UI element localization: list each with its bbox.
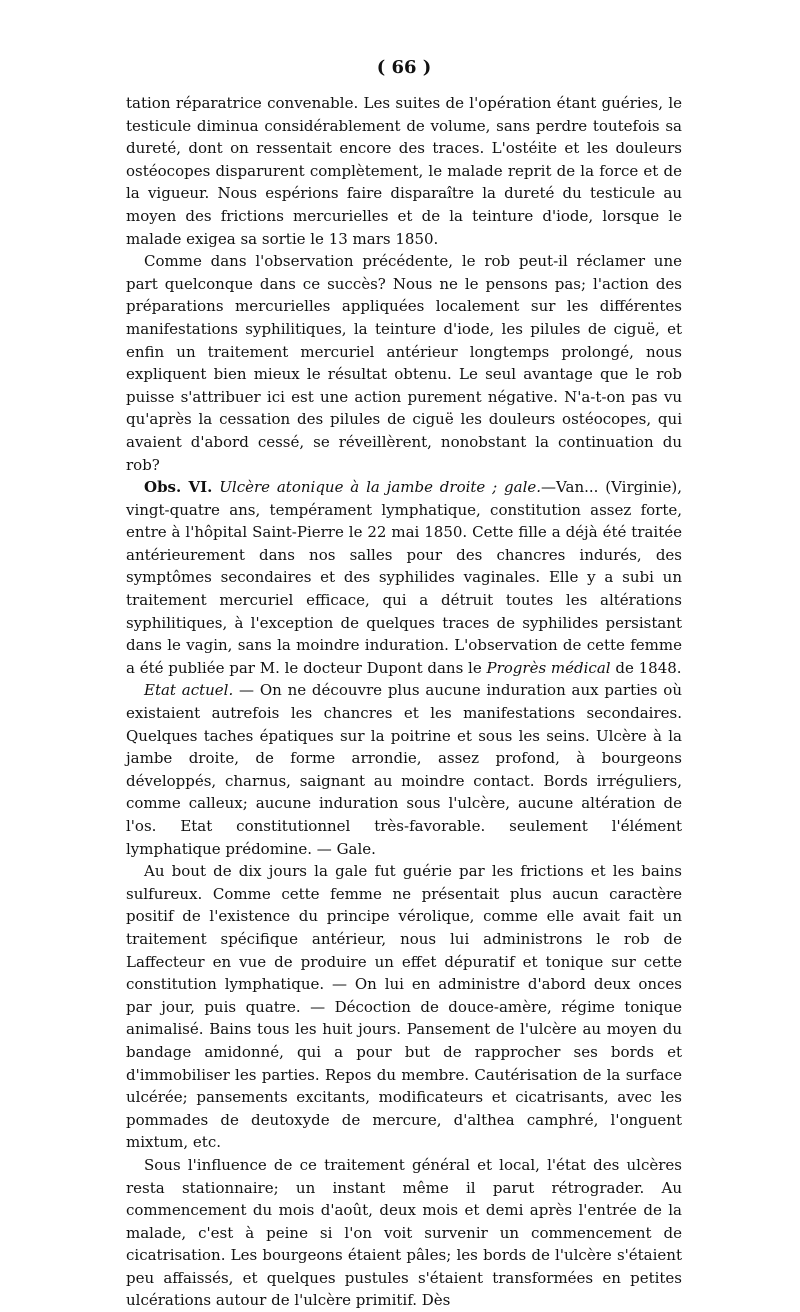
etat-actuel-paragraph [126,679,682,860]
book-page [126,52,682,1312]
paragraph-1: tation réparatrice convenable. Les suites de l'opération étant guéries, le testicule diminua considérablement de volume, sans perdre toutefois sa dureté, dont on ressentait encore des traces. L'ostéite et les douleurs ostéocopes disparurent complètement, le malade reprit de la force et de la vigueur. Nous espérions faire disparaître la dureté du testicule au moyen des frictions mercurielles et de la teinture d'iode, lorsque le malade exigea sa sortie le 13 mars 1850. [126,94,682,248]
observation-end: de 1848. [615,658,682,677]
observation-text: —Van... (Virginie), vingt-quatre ans, tempérament lymphatique, constitution assez forte, entre à l'hôpital Saint-Pierre le 22 mai 1850. Cette fille a déjà été traitée antérieurement dans nos salles pour des chancres indurés, des symptômes secondaires et des syphilides vaginales. Elle y a subi un traitement mercuriel efficace, qui a détruit toutes les altérations syphilitiques, à l'exception de quelques traces de syphilides persistant dans le vagin, sans la moindre induration. L'observation de cette femme a été publiée par M. le docteur Dupont dans le [126,478,682,677]
etat-actuel-text: — On ne découvre plus aucune induration aux parties où existaient autrefois les chancres et les manifestations secondaires. Quelques taches épatiques sur la poitrine et sous les seins. Ulcère à la jambe droite, de forme arrondie, assez profond, à bourgeons développés, charnus, saignant au moindre contact. Bords irréguliers, comme calleux; aucune induration sous l'ulcère, aucune altération de l'os. Etat constitutionnel très-favorable. seulement l'élément lymphatique prédomine. — Gale. [126,681,682,858]
observation-title: Ulcère atonique à la jambe droite ; gale. [219,478,542,497]
journal-title: Progrès médical [486,658,611,677]
paragraph-2: Comme dans l'observation précédente, le rob peut-il réclamer une part quelconque dans ce succès? Nous ne le pensons pas; l'action des préparations mercurielles appliquées localement sur les différentes manifestations syphilitiques, la teinture d'iode, les pilules de ciguë, et enfin un traitement mercuriel antérieur longtemps prolongé, nous expliquent bien mieux le résultat obtenu. Le seul avantage que le rob puisse s'attribuer ici est une action purement négative. N'a-t-on pas vu qu'après la cessation des pilules de ciguë les douleurs ostéocopes, qui avaient d'abord cessé, se réveillèrent, nonobstant la continuation du rob? [126,252,682,474]
paragraph-6: Sous l'influence de ce traitement général et local, l'état des ulcères resta stationnaire; un instant même il parut rétrograder. Au commencement du mois d'août, deux mois et demi après l'entrée de la malade, c'est à peine si l'on voit survenir un commencement de cicatrisation. Les bourgeons étaient pâles; les bords de l'ulcère s'étaient peu affaissés, et quelques pustules s'étaient transformées en petites ulcérations autour de l'ulcère primitif. Dès [126,1155,682,1310]
page-number: ( 66 ) [376,57,432,78]
observation-label: Obs. VI. [144,478,213,497]
observation-paragraph [126,476,682,679]
paragraph-5: Au bout de dix jours la gale fut guérie par les frictions et les bains sulfureux. Comme cette femme ne présentait plus aucun caractère positif de l'existence du principe vérolique, comme elle avait fait un traitement spécifique antérieur, nous lui administrons le rob de Laffecteur en vue de produire un effet dépuratif et tonique sur cette constitution lymphatique. — On lui en administre d'abord deux onces par jour, puis quatre. — Décoction de douce-amère, régime tonique animalisé. Bains tous les huit jours. Pansement de l'ulcère au moyen du bandage amidonné, qui a pour but de rapprocher ses bords et d'immobiliser les parties. Repos du membre. Cautérisation de la surface ulcérée; pansements excitants, modificateurs et cicatrisants, avec les pommades de deutoxyde de mercure, d'althea camphré, l'onguent mixtum, etc. [126,862,682,1152]
etat-actuel-label: Etat actuel. [144,681,234,700]
